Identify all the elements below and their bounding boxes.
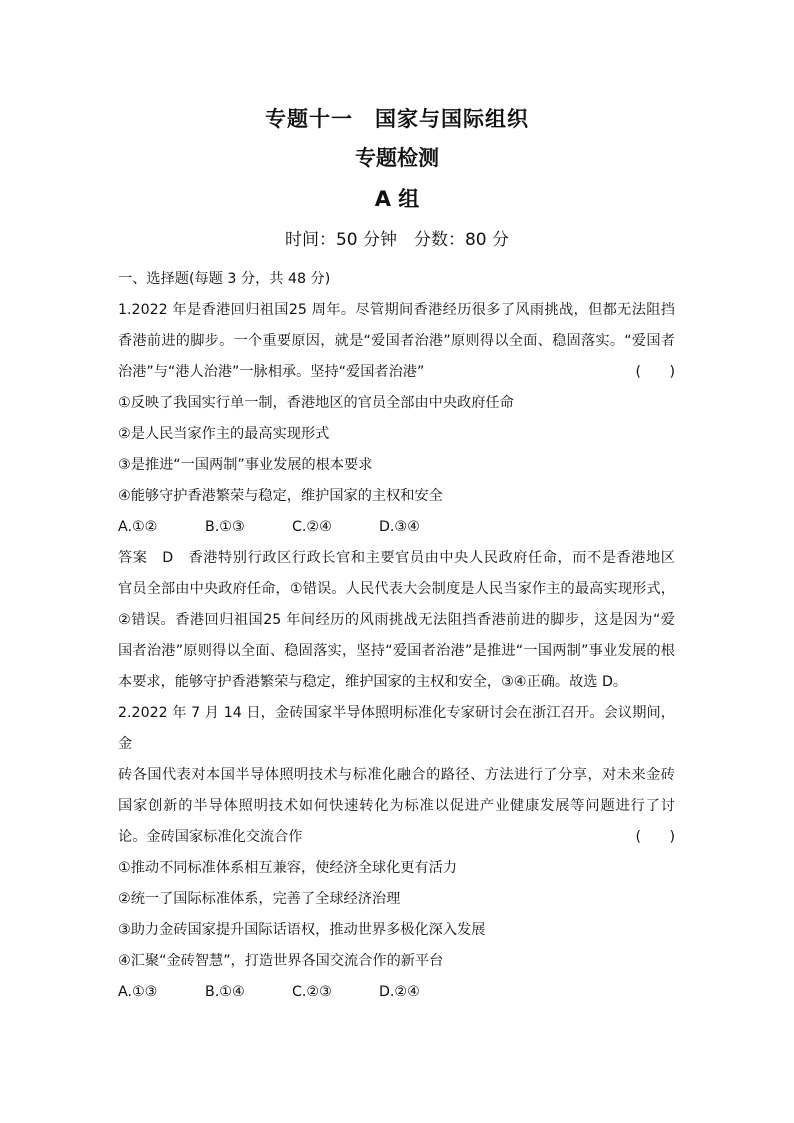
q1-option-d: D.③④ [379, 519, 420, 535]
q2-option-d: D.②④ [379, 984, 420, 1000]
q2-option-b: B.①④ [205, 984, 245, 1000]
q1-answer-line-1: 答案 D 香港特别行政区行政长官和主要官员由中央人民政府任命，而不是香港地区 [118, 550, 675, 566]
section-heading: 一、选择题(每题 3 分，共 48 分) [118, 271, 331, 287]
question-content [118, 264, 675, 1008]
q1-options [118, 512, 675, 543]
q1-item-3: ③是推进“一国两制”事业发展的根本要求 [118, 457, 373, 473]
q1-answer-blank: ( ) [635, 364, 675, 380]
q1-answer-line-2: 官员全部由中央政府任命，①错误。人民代表大会制度是人民当家作主的最高实现形式， [118, 581, 675, 597]
q2-stem-last-row [118, 822, 675, 853]
q1-item-2: ②是人民当家作主的最高实现形式 [118, 426, 330, 442]
q2-item-3: ③助力金砖国家提升国际话语权，推动世界多极化深入发展 [118, 922, 486, 938]
q1-answer-line-4: 国者治港”原则得以全面、稳固落实，坚持“爱国者治港”是推进“一国两制”事业发展的根 [118, 643, 675, 659]
q1-answer-line-3: ②错误。香港回归祖国25 年间经历的风雨挑战无法阻挡香港前进的脚步，这是因为“爱 [118, 612, 675, 628]
q1-option-a: A.①② [118, 519, 158, 535]
q2-item-4: ④汇聚“金砖智慧”，打造世界各国交流合作的新平台 [118, 953, 444, 969]
q1-stem-line-3: 治港”与“港人治港”一脉相承。坚持“爱国者治港” [118, 364, 425, 380]
q2-option-a: A.①③ [118, 984, 158, 1000]
q2-answer-blank: ( ) [635, 829, 675, 845]
document-title: 专题十一 国家与国际组织 [265, 107, 529, 131]
q2-stem-line-4: 论。金砖国家标准化交流合作 [118, 829, 303, 845]
q2-options [118, 977, 675, 1008]
q1-stem-line-1: 1.2022 年是香港回归祖国25 周年。尽管期间香港经历很多了风雨挑战，但都无法阻挡 [118, 302, 675, 318]
q2-stem-line-2: 砖各国代表对本国半导体照明技术与标准化融合的路径、方法进行了分享，对未来金砖 [118, 767, 675, 783]
q2-stem-line-3: 国家创新的半导体照明技术如何快速转化为标准以促进产业健康发展等问题进行了讨 [118, 798, 675, 814]
title-block [0, 100, 794, 260]
q1-stem-line-2: 香港前进的脚步。一个重要原因，就是“爱国者治港”原则得以全面、稳固落实。“爱国者 [118, 333, 675, 349]
q2-stem-line-1: 2.2022 年 7 月 14 日，金砖国家半导体照明标准化专家研讨会在浙江召开。会议期间，金 [118, 705, 675, 752]
group-label: A 组 [374, 187, 420, 211]
q1-option-c: C.②④ [292, 519, 332, 535]
q1-item-1: ①反映了我国实行单一制，香港地区的官员全部由中央政府任命 [118, 395, 514, 411]
q2-item-2: ②统一了国际标准体系，完善了全球经济治理 [118, 891, 401, 907]
exam-meta: 时间：50 分钟 分数：80 分 [284, 230, 510, 250]
q1-item-4: ④能够守护香港繁荣与稳定，维护国家的主权和安全 [118, 488, 443, 504]
q1-option-b: B.①③ [205, 519, 245, 535]
q2-item-1: ①推动不同标准体系相互兼容，使经济全球化更有活力 [118, 860, 458, 876]
q1-answer-line-5: 本要求，能够守护香港繁荣与稳定，维护国家的主权和安全，③④正确。故选 D。 [118, 674, 628, 690]
q1-stem-last-row [118, 357, 675, 388]
q2-option-c: C.②③ [292, 984, 332, 1000]
document-subtitle: 专题检测 [355, 146, 439, 170]
